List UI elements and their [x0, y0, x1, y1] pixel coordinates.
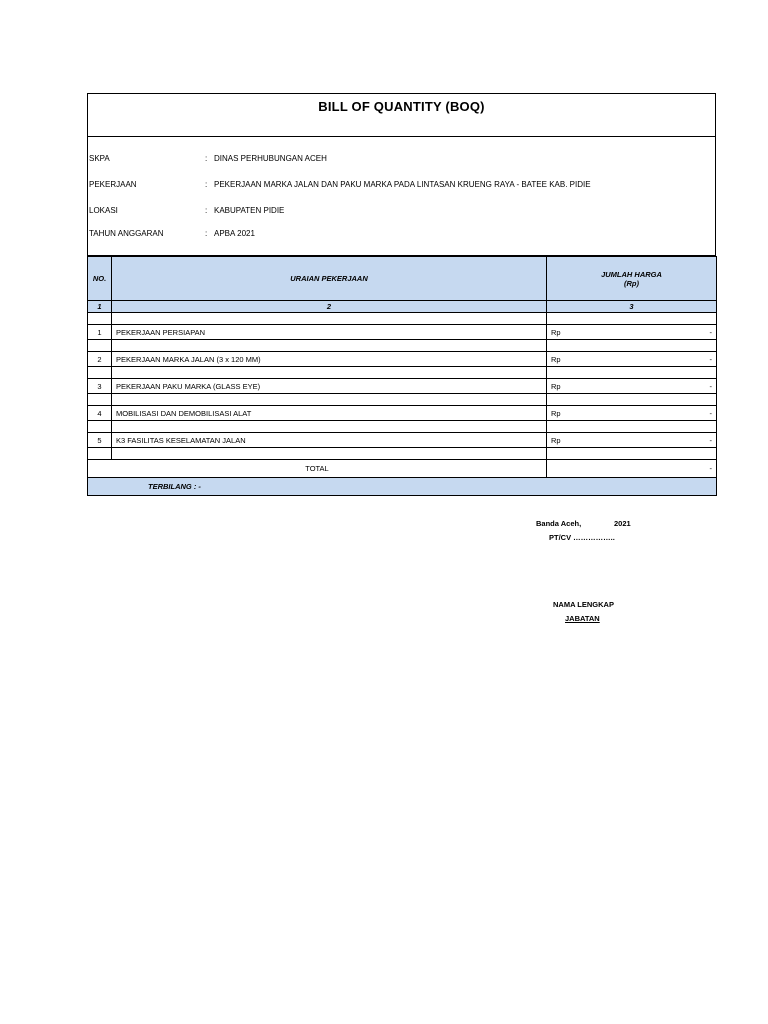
title-box [87, 93, 716, 137]
spacer-row [88, 448, 717, 460]
table-row [88, 379, 717, 394]
row-desc: PEKERJAAN MARKA JALAN (3 x 120 MM) [112, 352, 547, 367]
row-amount [547, 352, 717, 367]
row-currency: Rp [551, 435, 561, 445]
signature-position: JABATAN [565, 614, 600, 623]
spacer-row [88, 421, 717, 433]
row-no: 1 [88, 325, 112, 340]
table-row [88, 325, 717, 340]
header-amount-line1: JUMLAH HARGA [601, 269, 662, 279]
info-value: DINAS PERHUBUNGAN ACEH [214, 154, 327, 163]
document-title: BILL OF QUANTITY (BOQ) [318, 99, 485, 114]
boq-table [87, 256, 717, 496]
total-value: - [547, 460, 717, 478]
row-currency: Rp [551, 354, 561, 364]
info-value: PEKERJAAN MARKA JALAN DAN PAKU MARKA PADA LINTASAN KRUENG RAYA - BATEE KAB. PIDIE [214, 180, 591, 189]
row-no: 4 [88, 406, 112, 421]
terbilang-row [88, 478, 717, 496]
table-row [88, 433, 717, 448]
signature-place: Banda Aceh, [536, 519, 582, 528]
row-desc: MOBILISASI DAN DEMOBILISASI ALAT [112, 406, 547, 421]
row-value: - [709, 435, 712, 445]
info-label: TAHUN ANGGARAN [89, 229, 164, 238]
info-colon: : [205, 206, 208, 215]
row-desc: K3 FASILITAS KESELAMATAN JALAN [112, 433, 547, 448]
row-desc: PEKERJAAN PAKU MARKA (GLASS EYE) [112, 379, 547, 394]
total-row [88, 460, 717, 478]
column-number-row [88, 301, 717, 313]
signature-name: NAMA LENGKAP [553, 600, 614, 609]
column-number: 3 [547, 301, 717, 313]
signature-company: PT/CV …………….. [549, 533, 615, 542]
spacer-row [88, 394, 717, 406]
row-amount [547, 379, 717, 394]
row-no: 2 [88, 352, 112, 367]
row-currency: Rp [551, 381, 561, 391]
column-number: 1 [88, 301, 112, 313]
signature-year: 2021 [614, 519, 631, 528]
row-amount [547, 433, 717, 448]
header-desc: URAIAN PEKERJAAN [112, 257, 547, 301]
header-no: NO. [88, 257, 112, 301]
header-amount-line2: (Rp) [624, 278, 639, 288]
row-amount [547, 406, 717, 421]
row-no: 3 [88, 379, 112, 394]
info-box [87, 135, 716, 256]
info-value: APBA 2021 [214, 229, 255, 238]
row-amount [547, 325, 717, 340]
row-currency: Rp [551, 327, 561, 337]
column-number: 2 [112, 301, 547, 313]
row-value: - [709, 408, 712, 418]
row-currency: Rp [551, 408, 561, 418]
row-value: - [709, 381, 712, 391]
table-row [88, 352, 717, 367]
spacer-row [88, 367, 717, 379]
row-desc: PEKERJAAN PERSIAPAN [112, 325, 547, 340]
info-colon: : [205, 154, 208, 163]
spacer-row [88, 313, 717, 325]
terbilang-text: TERBILANG : - [88, 478, 717, 496]
info-value: KABUPATEN PIDIE [214, 206, 285, 215]
row-value: - [709, 354, 712, 364]
row-value: - [709, 327, 712, 337]
info-colon: : [205, 229, 208, 238]
total-label: TOTAL [88, 460, 547, 478]
table-header-row [88, 257, 717, 301]
info-label: LOKASI [89, 206, 118, 215]
table-row [88, 406, 717, 421]
header-amount [547, 257, 717, 301]
info-label: PEKERJAAN [89, 180, 137, 189]
info-label: SKPA [89, 154, 110, 163]
row-no: 5 [88, 433, 112, 448]
spacer-row [88, 340, 717, 352]
info-colon: : [205, 180, 208, 189]
